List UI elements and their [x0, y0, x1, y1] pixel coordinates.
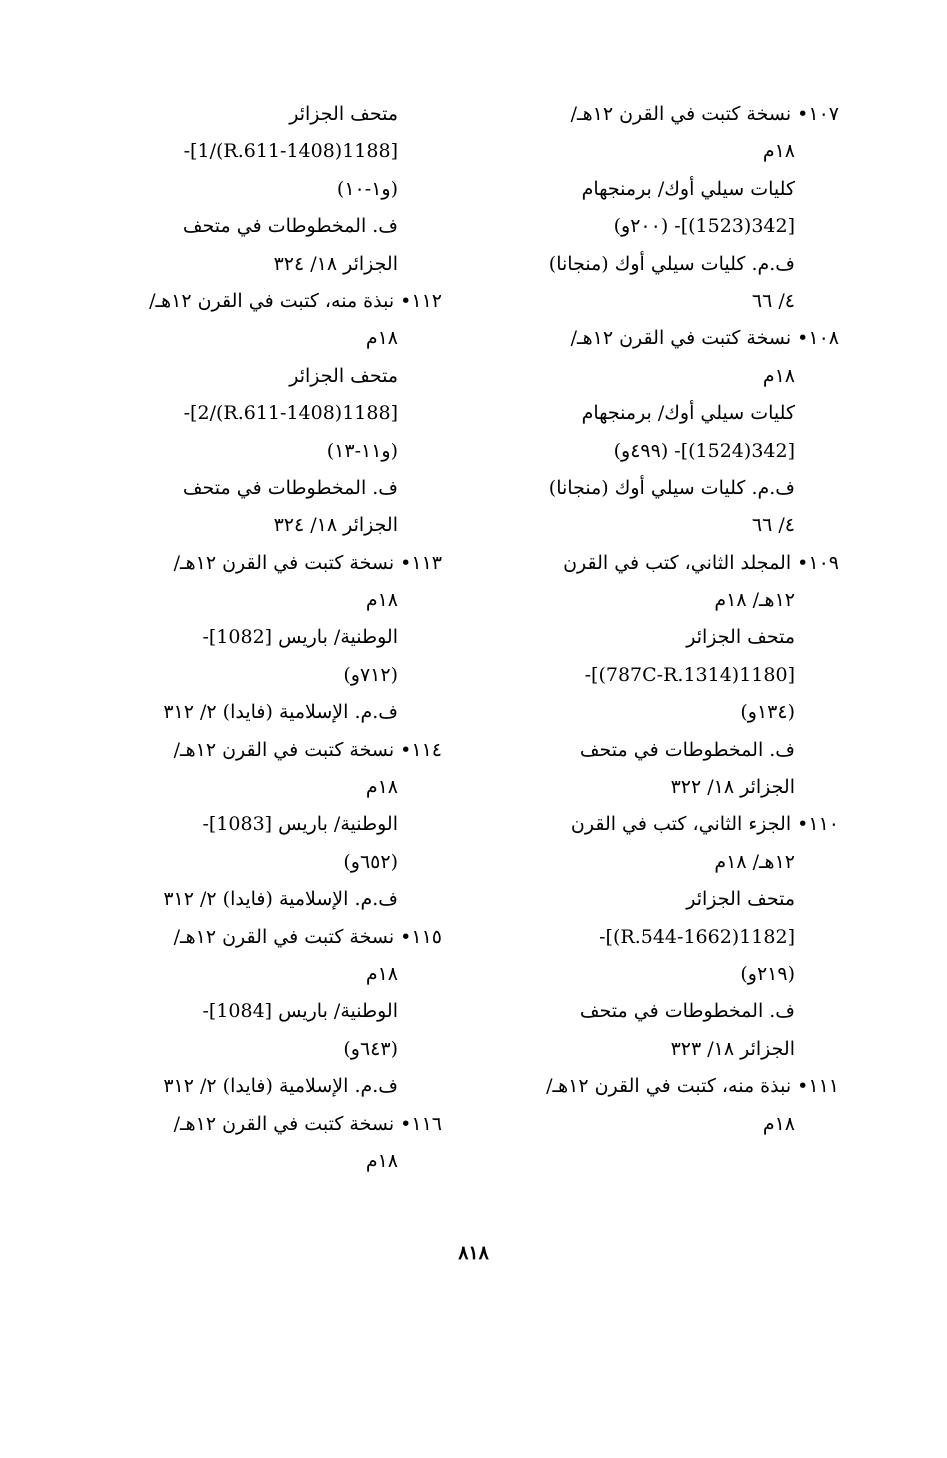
text-line: الوطنية/ باريس [1082]- [202, 626, 398, 649]
text-line: (٦٥٢و) [343, 850, 398, 873]
text-line: متحف الجزائر [289, 364, 398, 387]
text-line: الوطنية/ باريس [1083]- [202, 813, 398, 836]
text-line: (١٣٤و) [740, 701, 795, 724]
right-column [503, 96, 839, 1143]
text-line: (٢١٩و) [740, 962, 795, 985]
text-line: ١٨م [365, 589, 398, 612]
left-column [112, 96, 442, 1180]
text-line: [1180(787C-R.1314)]- [584, 663, 795, 686]
text-line: ف. المخطوطات في متحف [579, 1000, 795, 1023]
text-line: متحف الجزائر [289, 103, 398, 125]
text-line: متحف الجزائر [686, 888, 795, 911]
text-line: كليات سيلي أوك/ برمنجهام [581, 177, 795, 200]
text-line: الجزائر ١٨/ ٣٢٣ [670, 1037, 795, 1060]
text-line: ١٨م [365, 327, 398, 350]
page-number: ٨١٨ [458, 1242, 489, 1264]
text-line: ١٨م [762, 1112, 795, 1135]
text-line: ١٢هـ/ ١٨م [714, 850, 795, 873]
text-line: ٤/ ٦٦ [751, 289, 795, 312]
text-line: الجزائر ١٨/ ٣٢٤ [273, 514, 398, 537]
text-line: ١٨م [365, 962, 398, 985]
text-line: ١١٤• نسخة كتبت في القرن ١٢هـ/ [173, 738, 442, 761]
text-line: (و١١-١٣) [326, 439, 398, 462]
text-line: ١٠٨• نسخة كتبت في القرن ١٢هـ/ [570, 327, 839, 350]
text-line: (٧١٢و) [343, 663, 398, 686]
text-line: الوطنية/ باريس [1084]- [202, 1000, 398, 1023]
text-line: [1188(1408-R.611)/1]- [183, 140, 398, 163]
text-line: الجزائر ١٨/ ٣٢٤ [273, 252, 398, 275]
text-line: ١٨م [365, 776, 398, 799]
text-line: ١١٥• نسخة كتبت في القرن ١٢هـ/ [173, 925, 442, 948]
text-line: كليات سيلي أوك/ برمنجهام [581, 402, 795, 425]
text-line: ١٢هـ/ ١٨م [714, 589, 795, 612]
text-line: ف.م. الإسلامية (فايدا) ٢/ ٣١٢ [163, 888, 398, 911]
text-line: ١٠٧• نسخة كتبت في القرن ١٢هـ/ [570, 103, 839, 125]
text-line: ف.م. كليات سيلي أوك (منجانا) [548, 252, 795, 275]
text-line: (و١-١٠) [336, 177, 398, 200]
text-line: ١١٦• نسخة كتبت في القرن ١٢هـ/ [173, 1112, 442, 1135]
text-line: ف. المخطوطات في متحف [182, 476, 398, 499]
text-line: ١١٠• الجزء الثاني، كتب في القرن [570, 813, 839, 836]
text-line: [1182(1662-R.544)]- [599, 925, 795, 948]
text-line: ١١١• نبذة منه، كتبت في القرن ١٢هـ/ [546, 1075, 839, 1098]
text-line: [342(1524)]- (٤٩٩و) [613, 439, 795, 462]
text-line: ١٨م [762, 140, 795, 163]
text-line: ١٨م [762, 364, 795, 387]
text-line: ف.م. الإسلامية (فايدا) ٢/ ٣١٢ [163, 701, 398, 724]
text-line: [1188(1408-R.611)/2]- [183, 402, 398, 425]
text-line: ف. المخطوطات في متحف [182, 215, 398, 238]
text-line: ٤/ ٦٦ [751, 514, 795, 537]
text-line: ف.م. الإسلامية (فايدا) ٢/ ٣١٢ [163, 1075, 398, 1098]
text-line: ١٨م [365, 1149, 398, 1172]
text-line: [342(1523)]- (٢٠٠و) [613, 215, 795, 238]
text-line: ١٠٩• المجلد الثاني، كتب في القرن [563, 551, 839, 574]
text-line: ١١٣• نسخة كتبت في القرن ١٢هـ/ [173, 551, 442, 574]
text-line: (٦٤٣و) [343, 1037, 398, 1060]
text-line: ف.م. كليات سيلي أوك (منجانا) [548, 476, 795, 499]
text-line: ف. المخطوطات في متحف [579, 738, 795, 761]
text-line: الجزائر ١٨/ ٣٢٢ [670, 776, 795, 799]
text-line: متحف الجزائر [686, 626, 795, 649]
text-line: ١١٢• نبذة منه، كتبت في القرن ١٢هـ/ [149, 289, 442, 312]
